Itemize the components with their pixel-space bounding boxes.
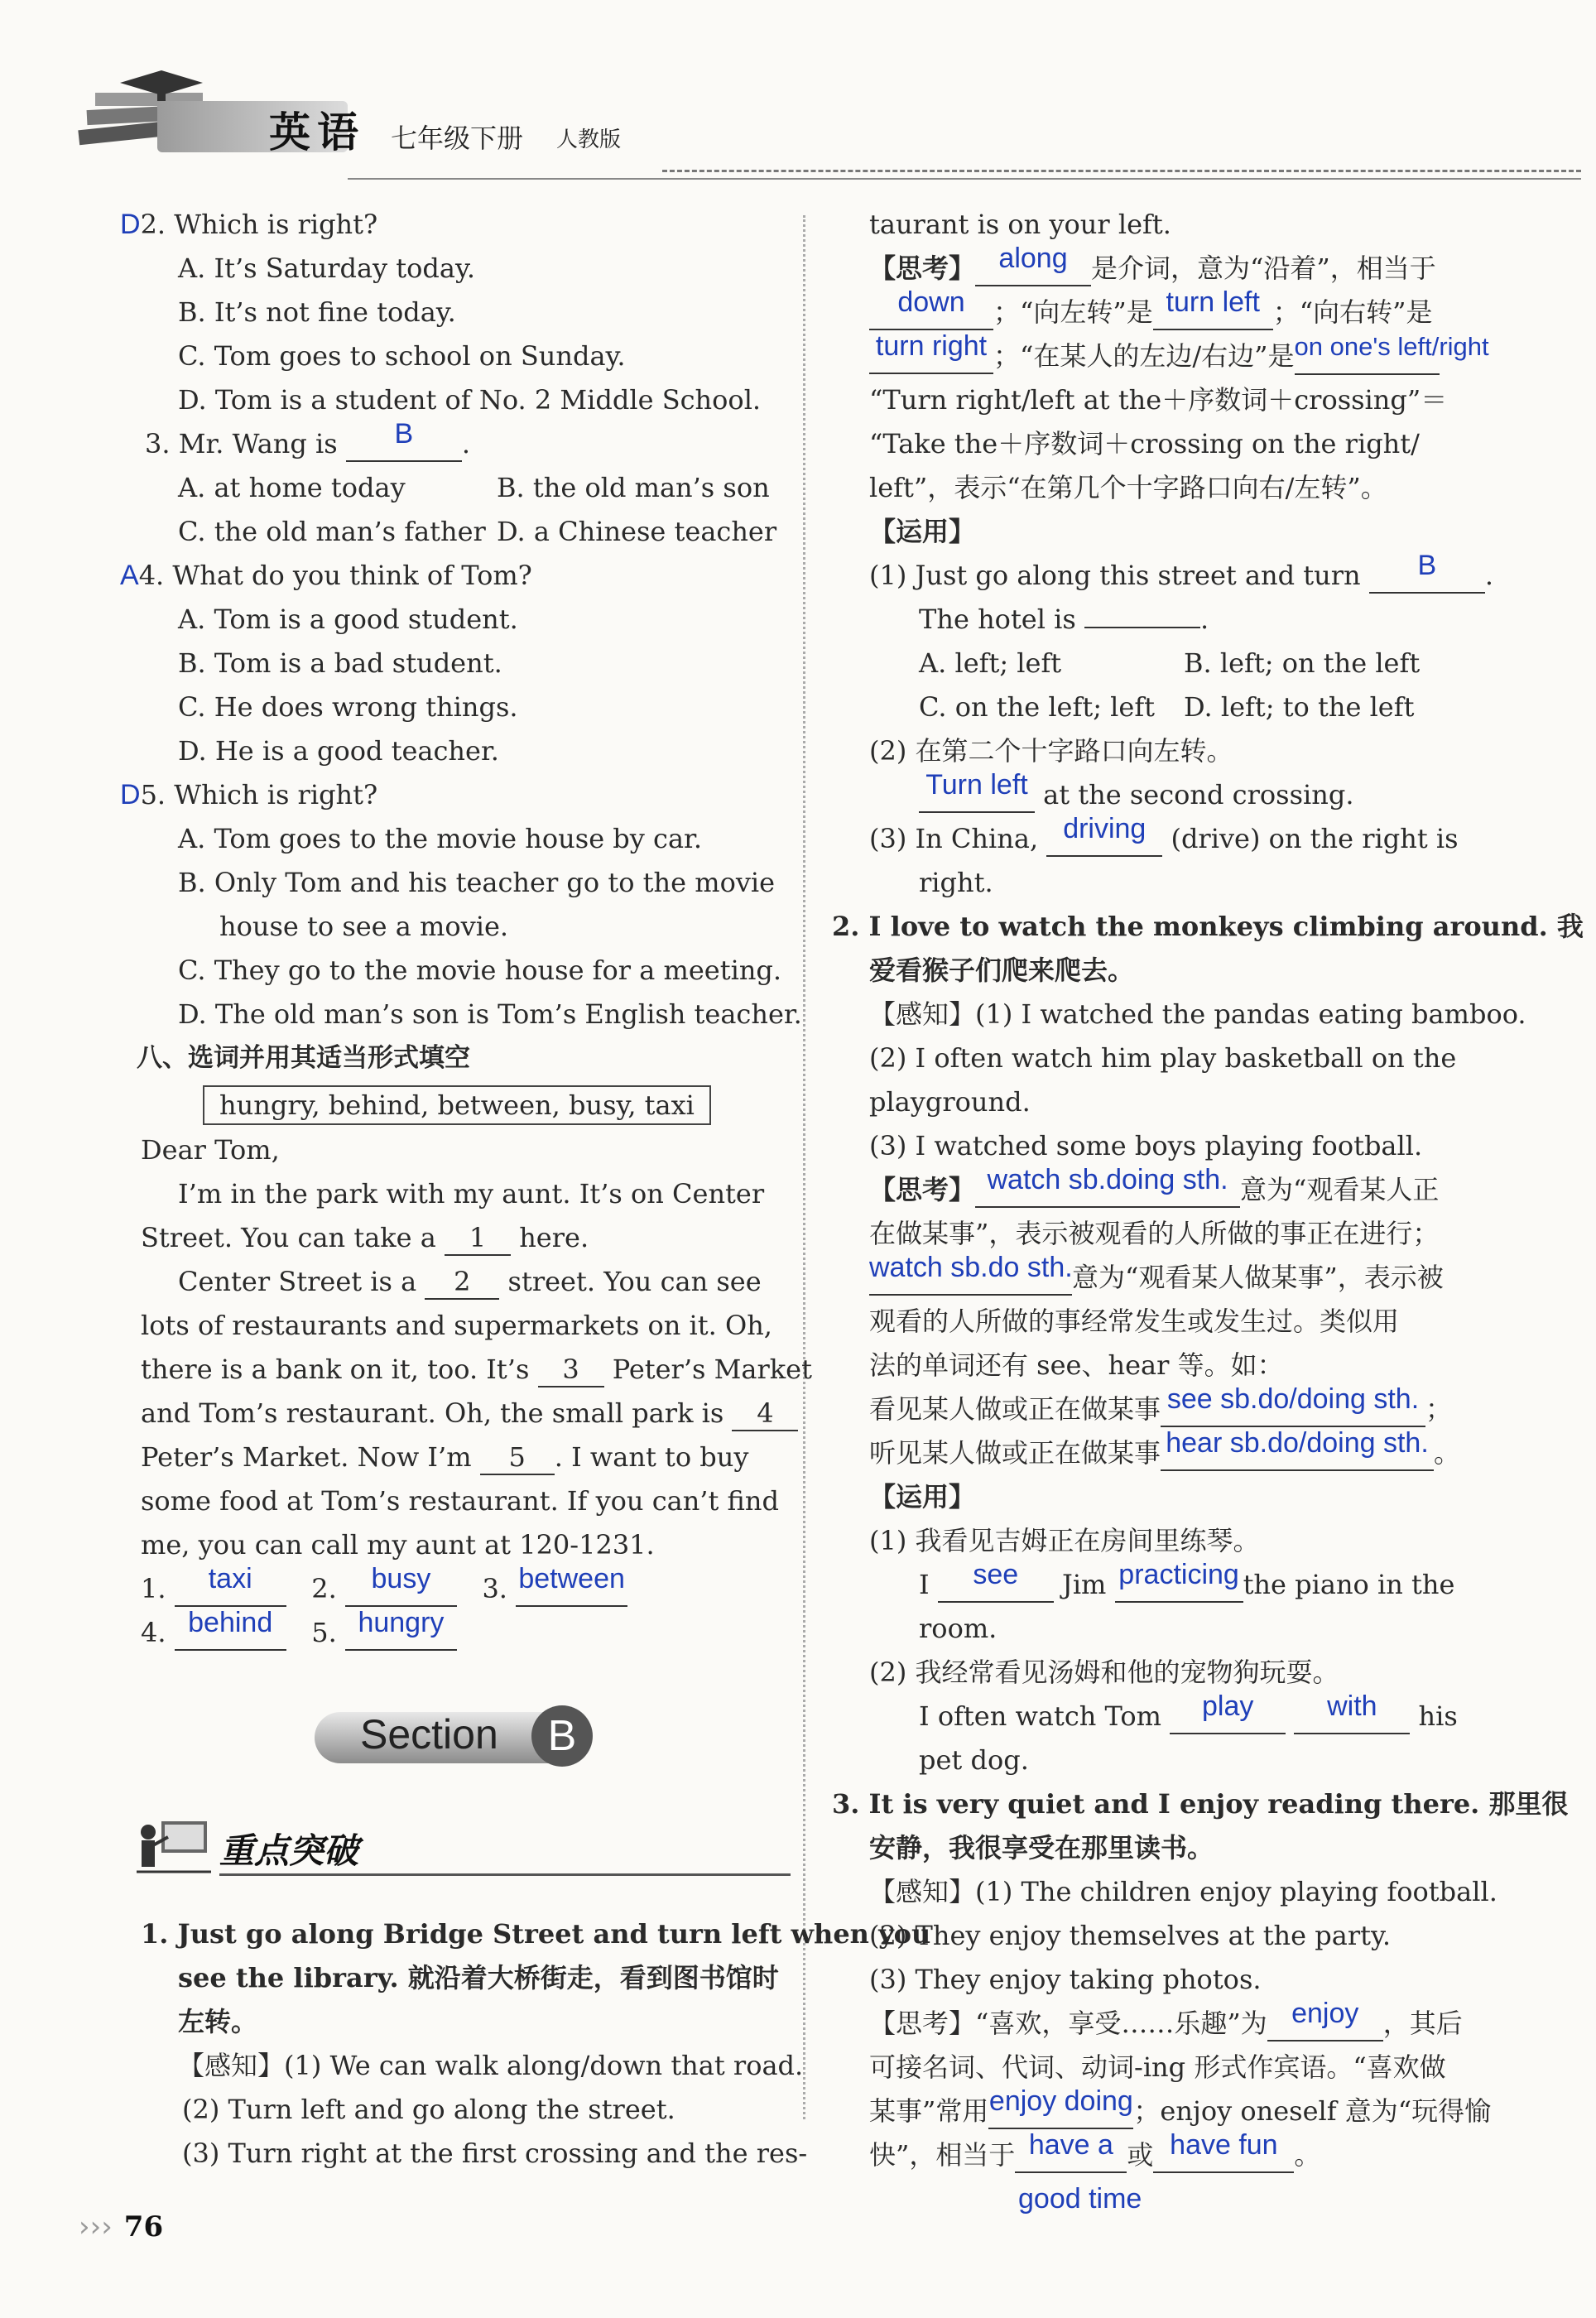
option: A. Tom is a good student. (178, 604, 518, 635)
option: A. It’s Saturday today. (178, 252, 475, 284)
key-point-1: 1. Just go along Bridge Street and turn left when you see the library. 就沿着大桥街走，看到图书馆时 左转。 【感知】(1) We can walk along/down that road. (2) Turn left and go along the street. (3) Turn right at the first crossing and the res- (141, 1918, 931, 2169)
letter-line: Peter’s Market. Now I’m 5 . I want to buy (141, 1436, 782, 1479)
option: D. Tom is a student of No. 2 Middle School. (178, 384, 762, 416)
option-row: A. at home today B. the old man’s son (178, 472, 770, 503)
grade-label: 七年级下册 (391, 123, 524, 154)
header-rule (662, 170, 1581, 172)
letter-line: and Tom’s restaurant. Oh, the small park is 4 (141, 1392, 782, 1436)
page-number: ››› 76 (79, 2210, 164, 2243)
option-cont: house to see a movie. (219, 911, 509, 942)
option: B. Only Tom and his teacher go to the movie (178, 867, 776, 898)
question-2: D2. Which is right? (120, 209, 378, 240)
edition-label: 人教版 (556, 127, 622, 152)
question-5: D5. Which is right? (120, 779, 378, 810)
right-column: taurant is on your left. 【思考】 along 是介词，意为“沿着”，相当于 down ；“向左转”是 turn left ；“向右转”是 turn right ；“在某人的左边/右边”是on one's left/right “Turn right/left at the＋序数词＋crossing”＝ “Take the＋序数词＋crossing on the right/ left”，表示“在第几个十字路口向右/左转”。 【运用】 (1) Just go along this street and turn B . The hotel is . A. left; left B. left; on the left C. on the left; left D. left; to the left (2) 在第二个十字路口向左转。 Turn left at the second crossing. (3) In China, driving (drive) on the right is right. 2. I love to watch the monkeys climbing around. 我 爱看猴子们爬来爬去。 【感知】(1) I watched the pandas eating bamboo. (2) I often watch him play basketball on the playground. (3) I watched some boys playing football. 【思考】 watch sb.doing sth. 意为“观看某人正 在做某事”，表示被观看的人所做的事正在进行； watch sb.do sth.意为“观看某人做某事”，表示被 观看的人所做的事经常发生或发生过。类似用 法的单词还有 see、hear 等。如： 看见某人做或正在做某事 see sb.do/doing sth. ； 听见某人做或正在做某事 hear sb.do/doing sth. 。 【运用】 (1) 我看见吉姆正在房间里练琴。 I see Jim practicing the piano in the room. (2) 我经常看见汤姆和他的宠物狗玩耍。 I often watch Tom play with his pet dog. 3. It is very quiet and I enjoy reading there. 那里很 安静，我很享受在那里读书。 【感知】(1) The children enjoy playing football. (2) They enjoy themselves at the party. (3) They enjoy taking photos. 【思考】“喜欢，享受……乐趣”为 enjoy ，其后 可接名词、代词、动词-ing 形式作宾语。“喜欢做 某事”常用enjoy doing；enjoy oneself 意为“玩得愉 快”，相当于 have a 或 have fun 。 good time (832, 209, 1584, 2215)
letter-greeting: Dear Tom, (141, 1134, 280, 1166)
letter-line: some food at Tom’s restaurant. If you can’t find (141, 1485, 779, 1517)
letter-line: there is a bank on it, too. It’s 3 Peter’s Market (141, 1348, 782, 1392)
column-divider (803, 215, 805, 2119)
apply-1: (1) Just go along this street and turn B . (869, 554, 1473, 598)
answer-row: 4. behind 5. hungry (141, 1611, 782, 1655)
answer-blank: B (346, 427, 462, 462)
word-box: hungry, behind, between, busy, taxi (203, 1085, 711, 1125)
section-b-badge: Section B (315, 1697, 604, 1772)
answer-row: 1. taxi 2. busy 3. between (141, 1567, 782, 1611)
option: B. It’s not fine today. (178, 296, 456, 328)
option: C. Tom goes to school on Sunday. (178, 340, 626, 372)
option: C. He does wrong things. (178, 691, 518, 723)
subject-title: 英语 (269, 108, 365, 156)
left-column (120, 203, 812, 1655)
letter-line: me, you can call my aunt at 120-1231. (141, 1529, 655, 1561)
question-3: 3. Mr. Wang is B . (120, 422, 782, 466)
letter-line: I’m in the park with my aunt. It’s on Center (178, 1178, 765, 1209)
option: D. He is a good teacher. (178, 735, 499, 767)
letter-line: Center Street is a 2 street. You can see (120, 1260, 782, 1304)
option: B. Tom is a bad student. (178, 647, 502, 679)
key-points-heading: 重点突破 (137, 1817, 791, 1883)
option: D. The old man’s son is Tom’s English teacher. (178, 998, 802, 1030)
word-box-row (120, 1080, 782, 1128)
letter-line: lots of restaurants and supermarkets on it. Oh, (141, 1310, 772, 1341)
option-row: C. the old man’s father D. a Chinese teacher (178, 516, 777, 547)
part-8-title: 八、选词并用其适当形式填空 (137, 1043, 470, 1073)
question-4: A4. What do you think of Tom? (120, 560, 532, 591)
option: C. They go to the movie house for a meeting. (178, 955, 782, 986)
option: A. Tom goes to the movie house by car. (178, 823, 702, 854)
page-header (0, 50, 1596, 174)
arrows-icon: ››› (79, 2210, 113, 2243)
answer-mark: D (120, 209, 141, 240)
think-1: 【思考】 along 是介词，意为“沿着”，相当于 (869, 247, 1473, 291)
letter-line: Street. You can take a 1 here. (141, 1216, 782, 1260)
teacher-board-icon (137, 1817, 211, 1875)
header-underline (348, 178, 1581, 180)
